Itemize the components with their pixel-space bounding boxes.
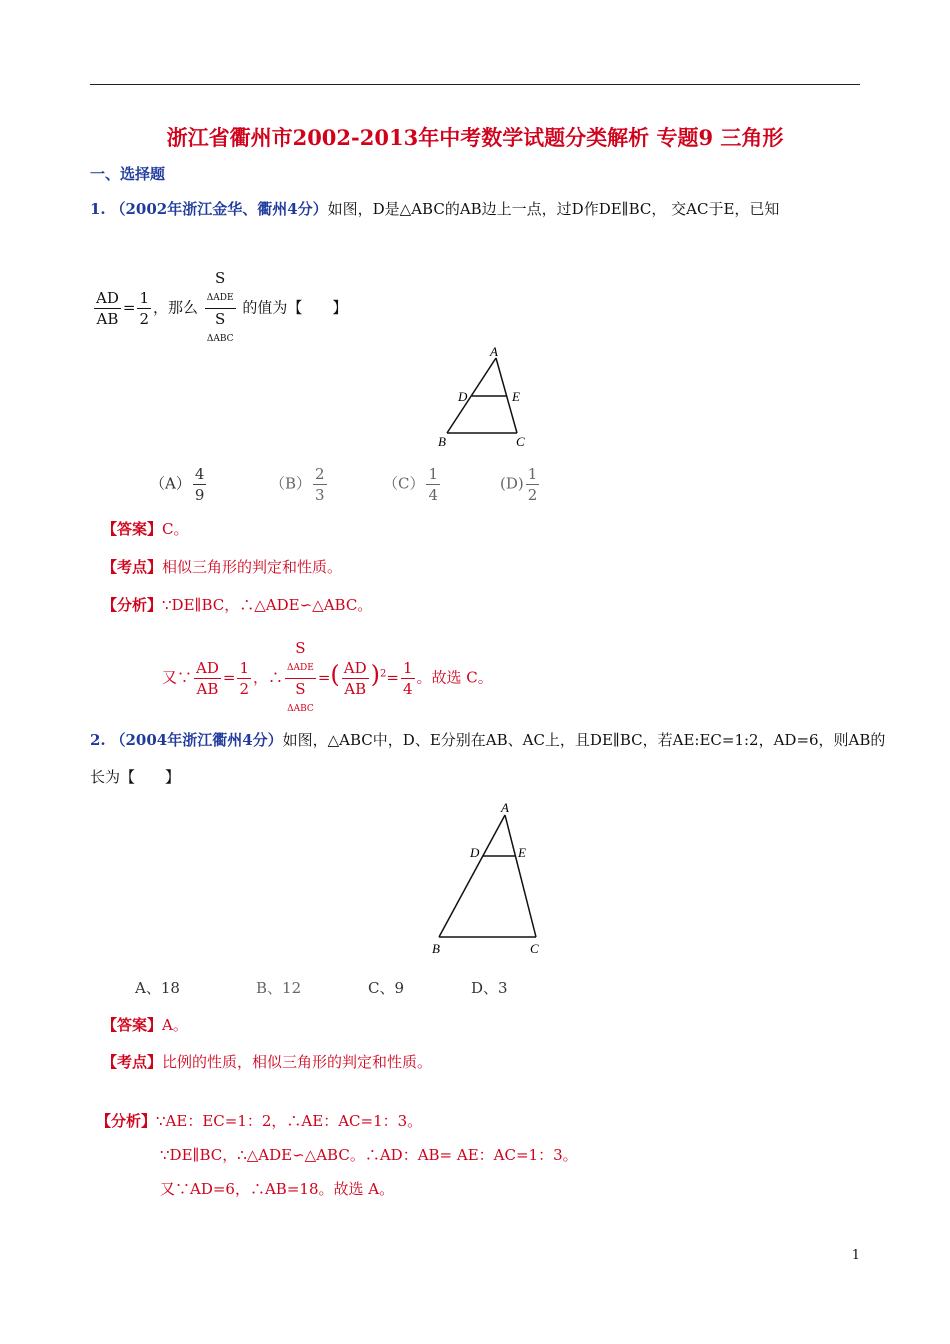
q2-option-d[interactable]: D、3 [471,979,508,997]
q1-point: 【考点】相似三角形的判定和性质。 [102,558,343,576]
q1-option-c[interactable]: （C） $\frac{1}{4}$ [383,465,439,504]
q1-cond-value: $\frac{1}{2}$ [139,289,149,328]
q2-analysis-line2: ∵DE∥BC，∴△ADE∽△ABC。∴AD：AB= AE：AC=1：3。 [160,1146,578,1164]
q1-area-ratio: S ΔADE S ΔABC [206,269,234,344]
q1-option-a[interactable]: （A） $\frac{4}{9}$ [150,465,205,504]
page-title: 浙江省衢州市2002-2013年中考数学试题分类解析 专题9 三角形 [166,125,784,150]
q2-text: 如图，△ABC中，D、E分别在AB、AC上，且DE∥BC，若AE:EC=1:2，AD=6，则AB的 [282,731,886,749]
q1-option-d[interactable]: (D) $\frac{1}{2}$ [500,465,538,504]
q1-source: （2002年浙江金华、衢州4分） [110,200,328,218]
q2-option-a[interactable]: A、18 [135,979,180,997]
q2-label-a: A [501,800,509,815]
q2-side-ab [439,815,505,937]
q2-answer: 【答案】A。 [102,1016,188,1034]
q2-point: 【考点】比例的性质，相似三角形的判定和性质。 [102,1053,433,1071]
q2-label-c: C [530,941,539,956]
header-rule [90,84,860,85]
section-heading: 一、选择题 [90,165,166,183]
q2-label-e: E [518,845,526,860]
q1-answer: 【答案】C。 [102,520,189,538]
q1-triangle-figure [430,340,540,450]
q1-option-b[interactable]: （B） $\frac{2}{3}$ [270,465,325,504]
q2-stem [90,729,885,750]
q2-triangle-figure [425,795,555,965]
q1-condition: $\frac{AD}{AB}$ = $\frac{1}{2}$ ，那么 S ΔADE S ΔABC 的值为【 】 [92,268,347,349]
q2-label-d: D [470,845,480,860]
q2-side-ac [505,815,536,937]
q2-label-b: B [432,941,440,956]
q1-label-c: C [516,434,525,449]
q2-analysis: 【分析】∵AE：EC=1：2，∴AE：AC=1：3。 [96,1112,423,1130]
page-number: 1 [851,1248,860,1263]
q2-number: 2. [90,731,106,749]
q2-option-b[interactable]: B、12 [256,979,302,997]
q1-text: 如图，D是△ABC的AB边上一点，过D作DE∥BC， 交AC于E，已知 [327,200,780,218]
q1-cond-fraction: $\frac{AD}{AB}$ [96,289,119,328]
q2-source: （2004年浙江衢州4分） [110,731,283,749]
q1-analysis: 【分析】∵DE∥BC，∴△ADE∽△ABC。 [102,596,373,614]
q2-analysis-line3: 又∵AD=6，∴AB=18。故选 A。 [160,1180,395,1198]
q1-label-d: D [458,389,468,404]
q2-option-c[interactable]: C、9 [368,979,405,997]
q1-stem [90,198,779,219]
q1-analysis-formula: 又∵ $\frac{AD}{AB}$ = $\frac{1}{2}$ ，∴ S ΔADE S ΔABC =( $\frac{AD}{AB}$ )$^2$= $\frac{1}{4}$ 。故选 C。 [162,639,493,714]
q1-number: 1. [90,200,106,218]
q1-ask: 的值为【 】 [242,298,348,317]
q1-label-a: A [490,344,498,359]
q2-stem-line2: 长为【 】 [90,768,181,786]
q1-label-b: B [438,434,446,449]
q1-label-e: E [512,389,520,404]
